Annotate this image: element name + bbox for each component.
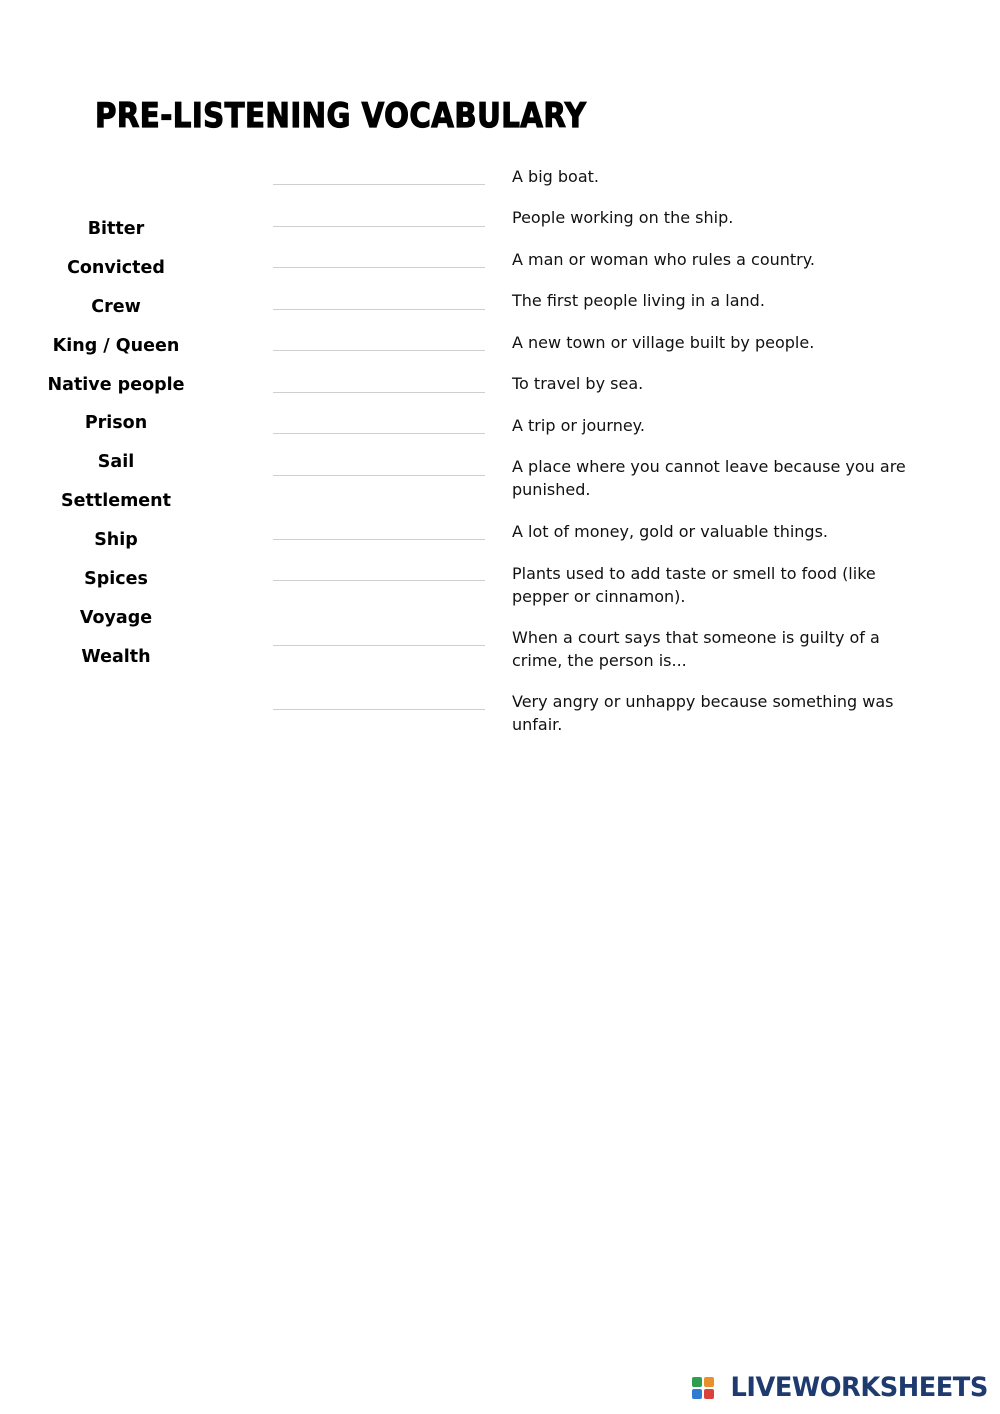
word-item: King / Queen xyxy=(52,335,180,356)
definition-text: A new town or village built by people. xyxy=(512,333,815,352)
word-item: Native people xyxy=(47,374,185,395)
answer-field[interactable] xyxy=(273,392,485,393)
word-item: Sail xyxy=(97,452,135,473)
definition-text: A lot of money, gold or valuable things. xyxy=(512,522,828,541)
word-item: Spices xyxy=(84,569,148,590)
definition-text: People working on the ship. xyxy=(512,208,734,227)
word-item: Wealth xyxy=(81,646,151,667)
word-bank xyxy=(46,216,186,683)
liveworksheets-logo-icon xyxy=(692,1377,714,1399)
brand-logo xyxy=(692,1372,988,1403)
word-item: Bitter xyxy=(87,219,145,239)
answer-field[interactable] xyxy=(273,580,485,581)
definition-text: A trip or journey. xyxy=(512,416,645,435)
definition-text: A man or woman who rules a country. xyxy=(512,250,816,269)
definition-text: The first people living in a land. xyxy=(512,291,765,310)
page-title: PRE-LISTENING VOCABULARY xyxy=(95,96,587,136)
definition-text: A place where you cannot leave because you are punished. xyxy=(512,457,906,499)
answer-field[interactable] xyxy=(273,350,485,351)
definition-text: Plants used to add taste or smell to food (like pepper or cinnamon). xyxy=(512,564,876,606)
brand-name: LIVEWORKSHEETS xyxy=(730,1372,988,1403)
answer-field[interactable] xyxy=(273,539,485,540)
answer-field[interactable] xyxy=(273,433,485,434)
answer-field[interactable] xyxy=(273,645,485,646)
answer-field[interactable] xyxy=(273,184,485,185)
answer-field[interactable] xyxy=(273,267,485,268)
word-item: Prison xyxy=(84,413,148,434)
answer-field[interactable] xyxy=(273,309,485,310)
word-item: Crew xyxy=(91,296,141,317)
word-item: Convicted xyxy=(67,257,165,278)
definition-text: A big boat. xyxy=(512,167,599,186)
definition-text: To travel by sea. xyxy=(512,374,644,393)
answer-field[interactable] xyxy=(273,709,485,710)
answer-field[interactable] xyxy=(273,475,485,476)
definition-text: When a court says that someone is guilty of a crime, the person is... xyxy=(512,628,880,670)
word-item: Ship xyxy=(94,530,138,551)
definition-text: Very angry or unhappy because something was unfair. xyxy=(512,692,894,734)
answer-field[interactable] xyxy=(273,226,485,227)
word-item: Settlement xyxy=(61,491,171,512)
word-item: Voyage xyxy=(79,607,153,628)
